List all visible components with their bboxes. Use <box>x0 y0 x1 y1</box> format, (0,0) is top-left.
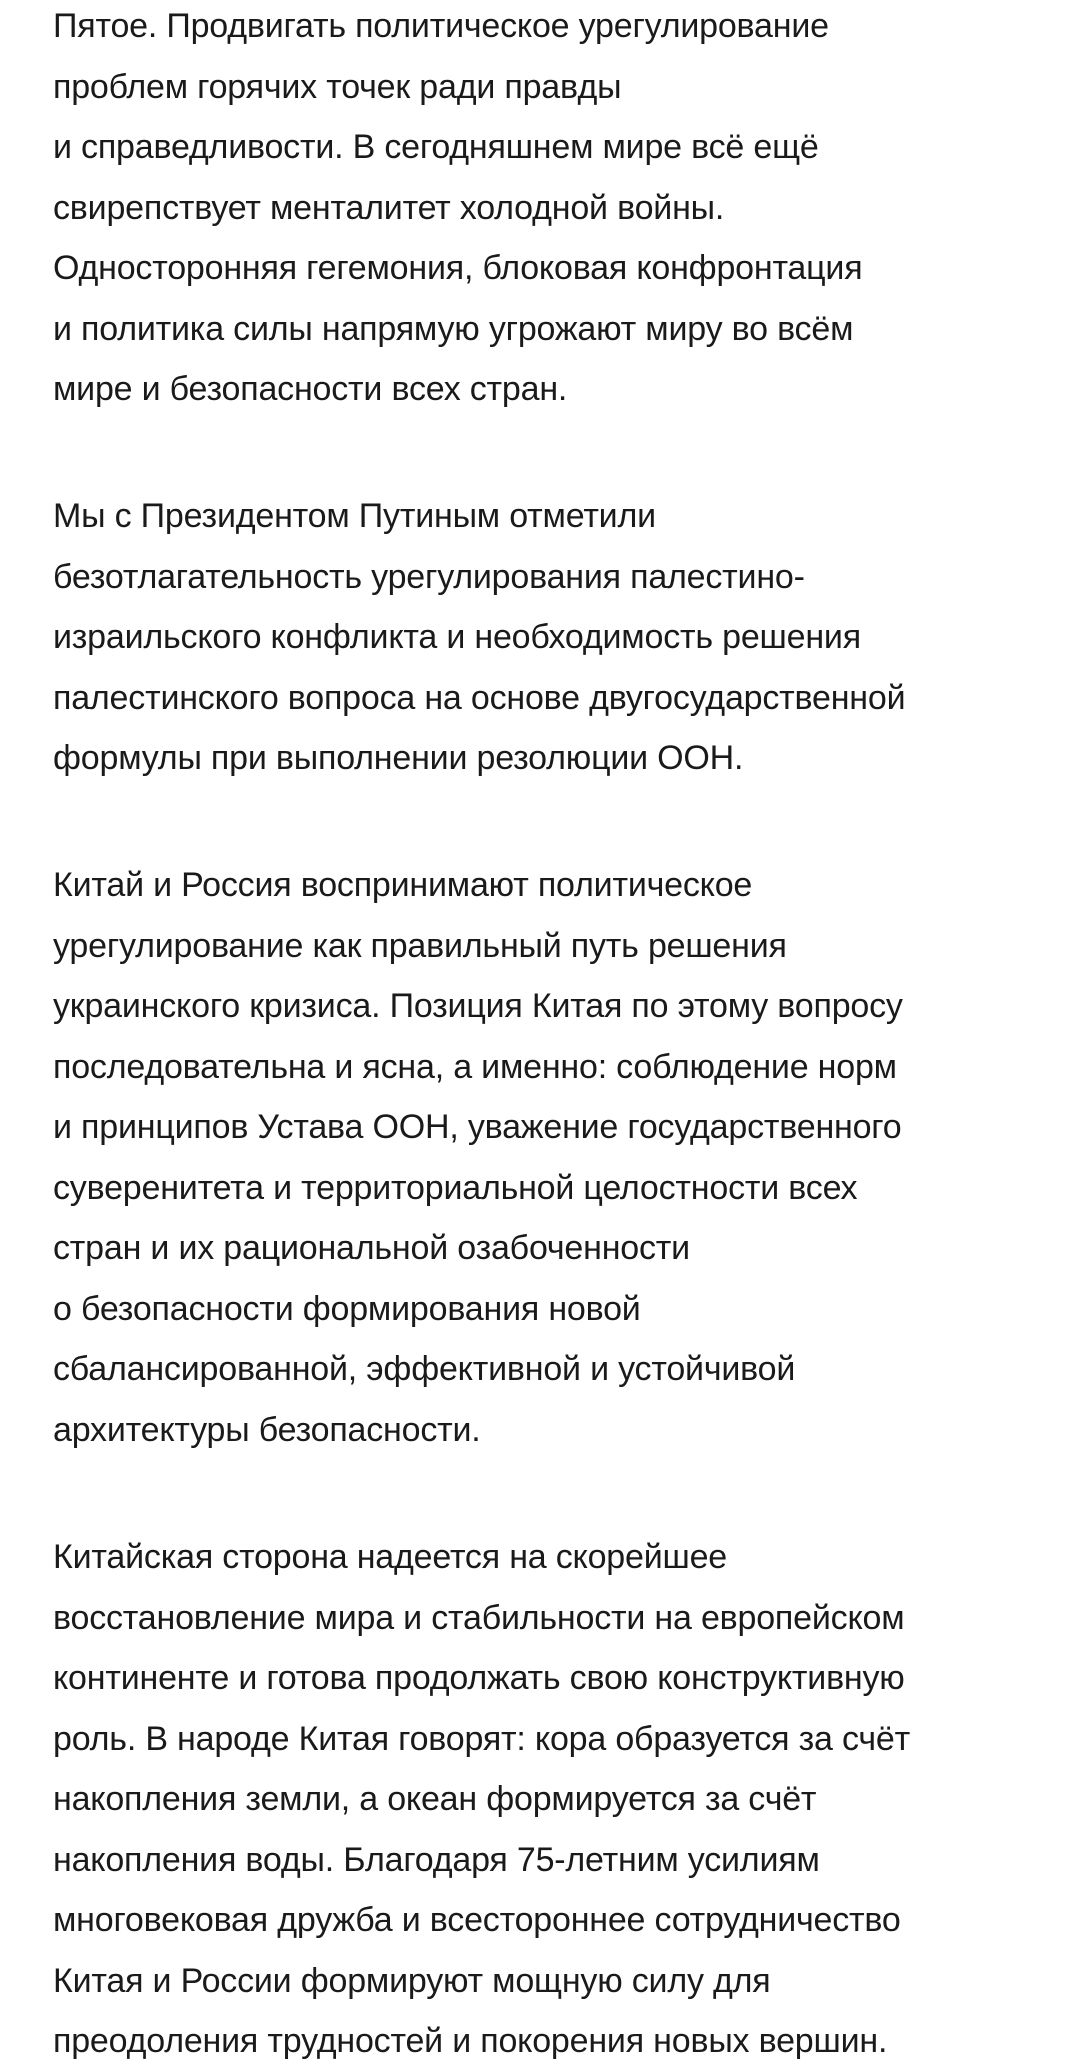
text-line: урегулирование как правильный путь решения <box>53 926 787 965</box>
text-line: Односторонняя гегемония, блоковая конфронтация <box>53 249 863 287</box>
text-line: Мы с Президентом Путиным отметили <box>53 497 656 535</box>
paragraph-palestine <box>53 486 905 789</box>
text-line: многовековая дружба и всестороннее сотрудничество <box>53 1901 901 1939</box>
paragraph-fifth-point <box>53 0 862 420</box>
text-line: формулы при выполнении резолюции ООН. <box>53 739 744 777</box>
text-line: безотлагательность урегулирования палестино- <box>53 557 805 596</box>
text-line: Китайская сторона надеется на скорейшее <box>53 1538 727 1576</box>
text-line: палестинского вопроса на основе двугосударственной <box>53 678 906 717</box>
paragraph-europe <box>53 1527 910 2072</box>
text-line: роль. В народе Китая говорят: кора образуется за счёт <box>53 1719 910 1758</box>
text-line: израильского конфликта и необходимость решения <box>53 618 861 656</box>
text-line: Китай и Россия воспринимают политическое <box>53 866 753 904</box>
text-line: стран и их рациональной озабоченности <box>53 1229 690 1267</box>
text-line: проблем горячих точек ради правды <box>53 67 622 106</box>
text-line: свирепствует менталитет холодной войны. <box>53 188 725 227</box>
text-line: Пятое. Продвигать политическое урегулирование <box>53 7 829 45</box>
text-line: Китая и России формируют мощную силу для <box>53 1961 771 2000</box>
text-line: архитектуры безопасности. <box>53 1410 481 1449</box>
text-line: сбалансированной, эффективной и устойчивой <box>53 1350 796 1388</box>
text-line: и политика силы напрямую угрожают миру во всём <box>53 309 854 348</box>
paragraph-ukraine <box>53 855 903 1460</box>
text-line: мире и безопасности всех стран. <box>53 370 568 408</box>
text-line: украинского кризиса. Позиция Китая по этому вопросу <box>53 987 903 1025</box>
text-line: континенте и готова продолжать свою конструктивную <box>53 1659 905 1697</box>
text-line: восстановление мира и стабильности на европейском <box>53 1598 905 1637</box>
text-line: накопления земли, а океан формируется за счёт <box>53 1780 817 1818</box>
text-line: накопления воды. Благодаря 75-летним усилиям <box>53 1840 820 1879</box>
text-line: преодоления трудностей и покорения новых вершин. <box>53 2022 888 2060</box>
text-line: последовательна и ясна, а именно: соблюдение норм <box>53 1047 897 1086</box>
text-line: и принципов Устава ООН, уважение государственного <box>53 1108 902 1146</box>
text-line: и справедливости. В сегодняшнем мире всё ещё <box>53 128 819 166</box>
text-line: о безопасности формирования новой <box>53 1289 641 1328</box>
text-line: суверенитета и территориальной целостности всех <box>53 1168 858 1207</box>
